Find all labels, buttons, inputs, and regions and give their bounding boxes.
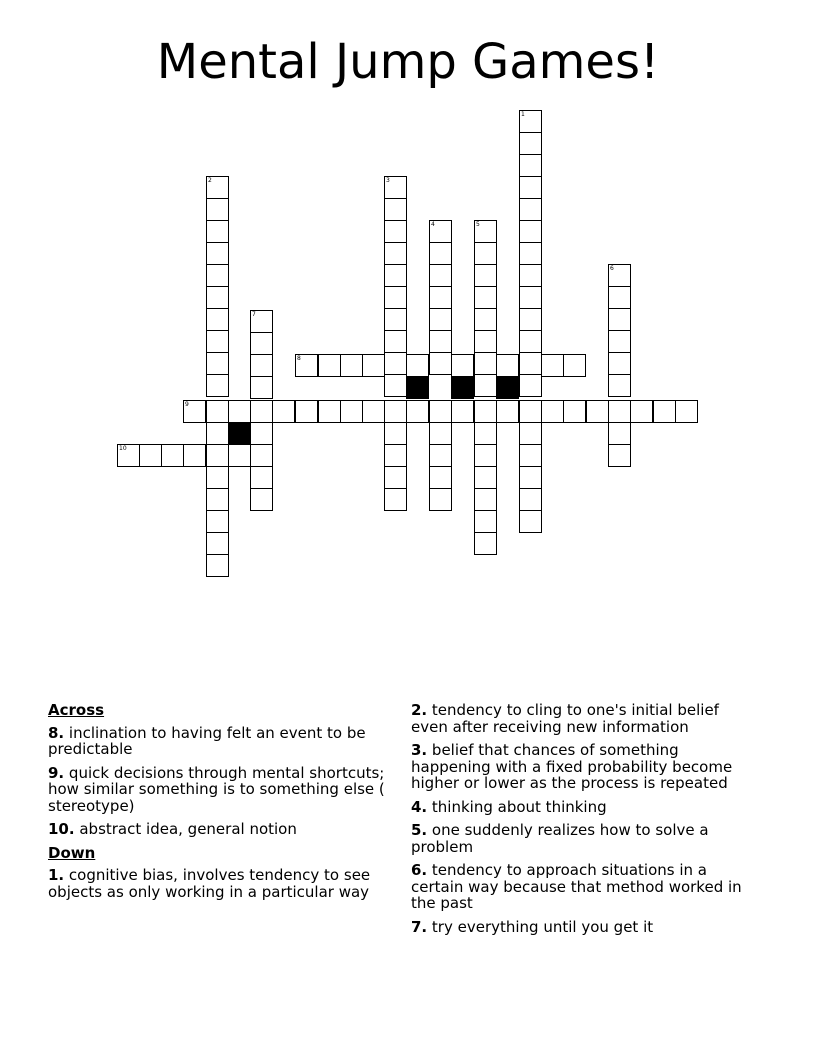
grid-cell[interactable] [206, 466, 229, 489]
grid-cell[interactable] [250, 354, 273, 377]
grid-cell[interactable] [608, 352, 631, 375]
grid-cell[interactable] [608, 400, 631, 423]
grid-cell[interactable] [519, 374, 542, 397]
grid-cell[interactable] [384, 286, 407, 309]
grid-cell[interactable] [384, 330, 407, 353]
clue-down-7 [411, 919, 756, 936]
grid-cell[interactable] [117, 444, 140, 467]
grid-cell[interactable] [206, 352, 229, 375]
clue-text: thinking about thinking [431, 797, 607, 816]
grid-cell[interactable] [451, 354, 474, 377]
clue-text: try everything until you get it [431, 917, 654, 936]
grid-cell[interactable] [384, 466, 407, 489]
grid-cell[interactable] [206, 532, 229, 555]
grid-cell[interactable] [429, 330, 452, 353]
grid-cell[interactable] [206, 554, 229, 577]
grid-cell[interactable] [183, 444, 206, 467]
grid-cell[interactable] [228, 444, 251, 467]
grid-cell[interactable] [474, 308, 497, 331]
grid-cell[interactable] [429, 352, 452, 375]
grid-cell[interactable] [474, 374, 497, 397]
grid-cell[interactable] [563, 354, 586, 377]
grid-cell[interactable] [608, 330, 631, 353]
clues-column-right [411, 702, 756, 942]
clue-across-10 [48, 821, 393, 838]
grid-cell[interactable] [206, 220, 229, 243]
grid-cell[interactable] [519, 132, 542, 155]
clue-number-label: 5 [476, 221, 480, 228]
clue-text: tendency to approach situations in a certain way because that method worked in the past [411, 861, 742, 912]
grid-cell[interactable] [630, 400, 653, 423]
clue-text: tendency to cling to one's initial belief even after receiving new information [411, 701, 719, 736]
clue-down-3 [411, 742, 756, 792]
grid-cell[interactable] [519, 264, 542, 287]
grid-cell[interactable] [250, 310, 273, 333]
grid-cell[interactable] [161, 444, 184, 467]
clue-number-label: 6 [610, 265, 614, 272]
grid-cell[interactable] [474, 220, 497, 243]
clue-number: 10. [48, 820, 75, 838]
clue-number: 5. [411, 821, 428, 839]
grid-cell[interactable] [429, 466, 452, 489]
grid-cell[interactable] [362, 400, 385, 423]
grid-cell[interactable] [519, 308, 542, 331]
grid-cell[interactable] [206, 400, 229, 423]
grid-cell[interactable] [384, 400, 407, 423]
grid-cell[interactable] [429, 422, 452, 445]
grid-cell[interactable] [496, 400, 519, 423]
grid-cell[interactable] [206, 286, 229, 309]
grid-cell[interactable] [675, 400, 698, 423]
clue-number: 2. [411, 701, 428, 719]
grid-cell[interactable] [519, 176, 542, 199]
clue-text: abstract idea, general notion [79, 820, 297, 838]
grid-cell[interactable] [519, 220, 542, 243]
grid-cell[interactable] [384, 352, 407, 375]
grid-cell[interactable] [384, 242, 407, 265]
grid-cell[interactable] [586, 400, 609, 423]
clue-number-label: 8 [297, 355, 301, 362]
clue-text: quick decisions through mental shortcuts; how similar something is to something else ( stereotype) [48, 763, 385, 815]
across-heading: Across [48, 701, 105, 719]
grid-cell[interactable] [340, 354, 363, 377]
grid-cell[interactable] [429, 286, 452, 309]
grid-cell[interactable] [608, 308, 631, 331]
grid-cell[interactable] [183, 400, 206, 423]
grid-cell[interactable] [519, 110, 542, 133]
grid-cell[interactable] [608, 264, 631, 287]
clue-number-label: 7 [252, 311, 256, 318]
clue-number: 1. [48, 866, 65, 884]
grid-cell[interactable] [429, 242, 452, 265]
grid-cell[interactable] [519, 242, 542, 265]
grid-cell[interactable] [474, 286, 497, 309]
clues-column-left [48, 702, 393, 907]
grid-cell[interactable] [206, 374, 229, 397]
clue-text: inclination to having felt an event to be predictable [48, 723, 366, 758]
grid-cell[interactable] [384, 198, 407, 221]
grid-cell[interactable] [429, 444, 452, 467]
grid-cell[interactable] [474, 510, 497, 533]
grid-cell[interactable] [474, 532, 497, 555]
grid-cell[interactable] [250, 488, 273, 511]
grid-cell[interactable] [384, 444, 407, 467]
grid-cell[interactable] [250, 332, 273, 355]
grid-cell[interactable] [295, 354, 318, 377]
grid-cell[interactable] [474, 330, 497, 353]
grid-cell[interactable] [474, 444, 497, 467]
grid-cell[interactable] [206, 510, 229, 533]
grid-cell[interactable] [519, 198, 542, 221]
grid-cell[interactable] [318, 354, 341, 377]
grid-cell[interactable] [250, 400, 273, 423]
grid-cell[interactable] [474, 400, 497, 423]
grid-cell[interactable] [519, 154, 542, 177]
grid-cell[interactable] [519, 444, 542, 467]
grid-cell[interactable] [384, 488, 407, 511]
grid-cell[interactable] [206, 488, 229, 511]
grid-cell[interactable] [474, 466, 497, 489]
grid-cell[interactable] [228, 400, 251, 423]
clue-text: belief that chances of something happening with a fixed probability become higher or lower as the process is repeated [411, 741, 733, 792]
grid-cell[interactable] [139, 444, 162, 467]
clue-text: cognitive bias, involves tendency to see objects as only working in a particular way [48, 866, 371, 901]
grid-cell[interactable] [474, 488, 497, 511]
grid-cell[interactable] [295, 400, 318, 423]
grid-cell[interactable] [519, 422, 542, 445]
grid-cell[interactable] [384, 422, 407, 445]
block-cell [496, 376, 519, 399]
grid-cell[interactable] [519, 510, 542, 533]
grid-cell[interactable] [519, 330, 542, 353]
down-heading: Down [48, 843, 96, 862]
grid-cell[interactable] [206, 308, 229, 331]
clue-down-2 [411, 702, 756, 735]
grid-cell[interactable] [429, 220, 452, 243]
clue-number-label: 3 [386, 177, 390, 184]
clue-number: 8. [48, 723, 65, 742]
clue-number-label: 1 [521, 111, 525, 118]
clue-number-label: 4 [431, 221, 435, 228]
clue-number-label: 10 [119, 445, 127, 452]
clue-text: one suddenly realizes how to solve a problem [411, 821, 709, 856]
puzzle-title: Mental Jump Games! [156, 34, 660, 90]
clue-number: 3. [411, 741, 428, 759]
grid-cell[interactable] [206, 242, 229, 265]
grid-cell[interactable] [272, 400, 295, 423]
grid-cell[interactable] [206, 422, 229, 445]
grid-cell[interactable] [206, 330, 229, 353]
grid-cell[interactable] [519, 488, 542, 511]
grid-cell[interactable] [496, 354, 519, 377]
grid-cell[interactable] [608, 444, 631, 467]
grid-cell[interactable] [384, 374, 407, 397]
grid-cell[interactable] [250, 466, 273, 489]
block-cell [451, 376, 474, 399]
grid-cell[interactable] [406, 354, 429, 377]
grid-cell[interactable] [384, 220, 407, 243]
block-cell [406, 376, 429, 399]
clue-down-6 [411, 862, 756, 912]
grid-cell[interactable] [474, 264, 497, 287]
grid-cell[interactable] [250, 376, 273, 399]
grid-cell[interactable] [653, 400, 676, 423]
clue-number: 4. [411, 797, 428, 816]
grid-cell[interactable] [429, 488, 452, 511]
clue-number-label: 9 [185, 401, 189, 408]
grid-cell[interactable] [474, 242, 497, 265]
grid-cell[interactable] [541, 400, 564, 423]
clue-across-9 [48, 765, 393, 815]
grid-cell[interactable] [206, 198, 229, 221]
grid-cell[interactable] [429, 308, 452, 331]
clue-across-8 [48, 725, 393, 758]
grid-cell[interactable] [474, 422, 497, 445]
grid-cell[interactable] [406, 400, 429, 423]
block-cell [228, 422, 251, 445]
grid-cell[interactable] [362, 354, 385, 377]
grid-cell[interactable] [384, 308, 407, 331]
grid-cell[interactable] [206, 264, 229, 287]
grid-cell[interactable] [563, 400, 586, 423]
clue-number: 6. [411, 861, 428, 879]
clue-down-5 [411, 822, 756, 855]
grid-cell[interactable] [608, 422, 631, 445]
grid-cell[interactable] [519, 400, 542, 423]
clue-down-4 [411, 799, 756, 816]
grid-cell[interactable] [340, 400, 363, 423]
grid-cell[interactable] [451, 400, 474, 423]
grid-cell[interactable] [519, 352, 542, 375]
grid-cell[interactable] [206, 444, 229, 467]
grid-cell[interactable] [384, 176, 407, 199]
grid-cell[interactable] [318, 400, 341, 423]
clue-number: 9. [48, 763, 65, 782]
grid-cell[interactable] [384, 264, 407, 287]
clue-number-label: 2 [208, 177, 212, 184]
grid-cell[interactable] [429, 400, 452, 423]
clue-number: 7. [411, 917, 428, 936]
grid-cell[interactable] [429, 264, 452, 287]
clue-down-1 [48, 867, 393, 900]
grid-cell[interactable] [474, 352, 497, 375]
grid-cell[interactable] [608, 374, 631, 397]
grid-cell[interactable] [519, 286, 542, 309]
grid-cell[interactable] [541, 354, 564, 377]
grid-cell[interactable] [519, 466, 542, 489]
grid-cell[interactable] [250, 444, 273, 467]
grid-cell[interactable] [206, 176, 229, 199]
grid-cell[interactable] [250, 422, 273, 445]
grid-cell[interactable] [608, 286, 631, 309]
